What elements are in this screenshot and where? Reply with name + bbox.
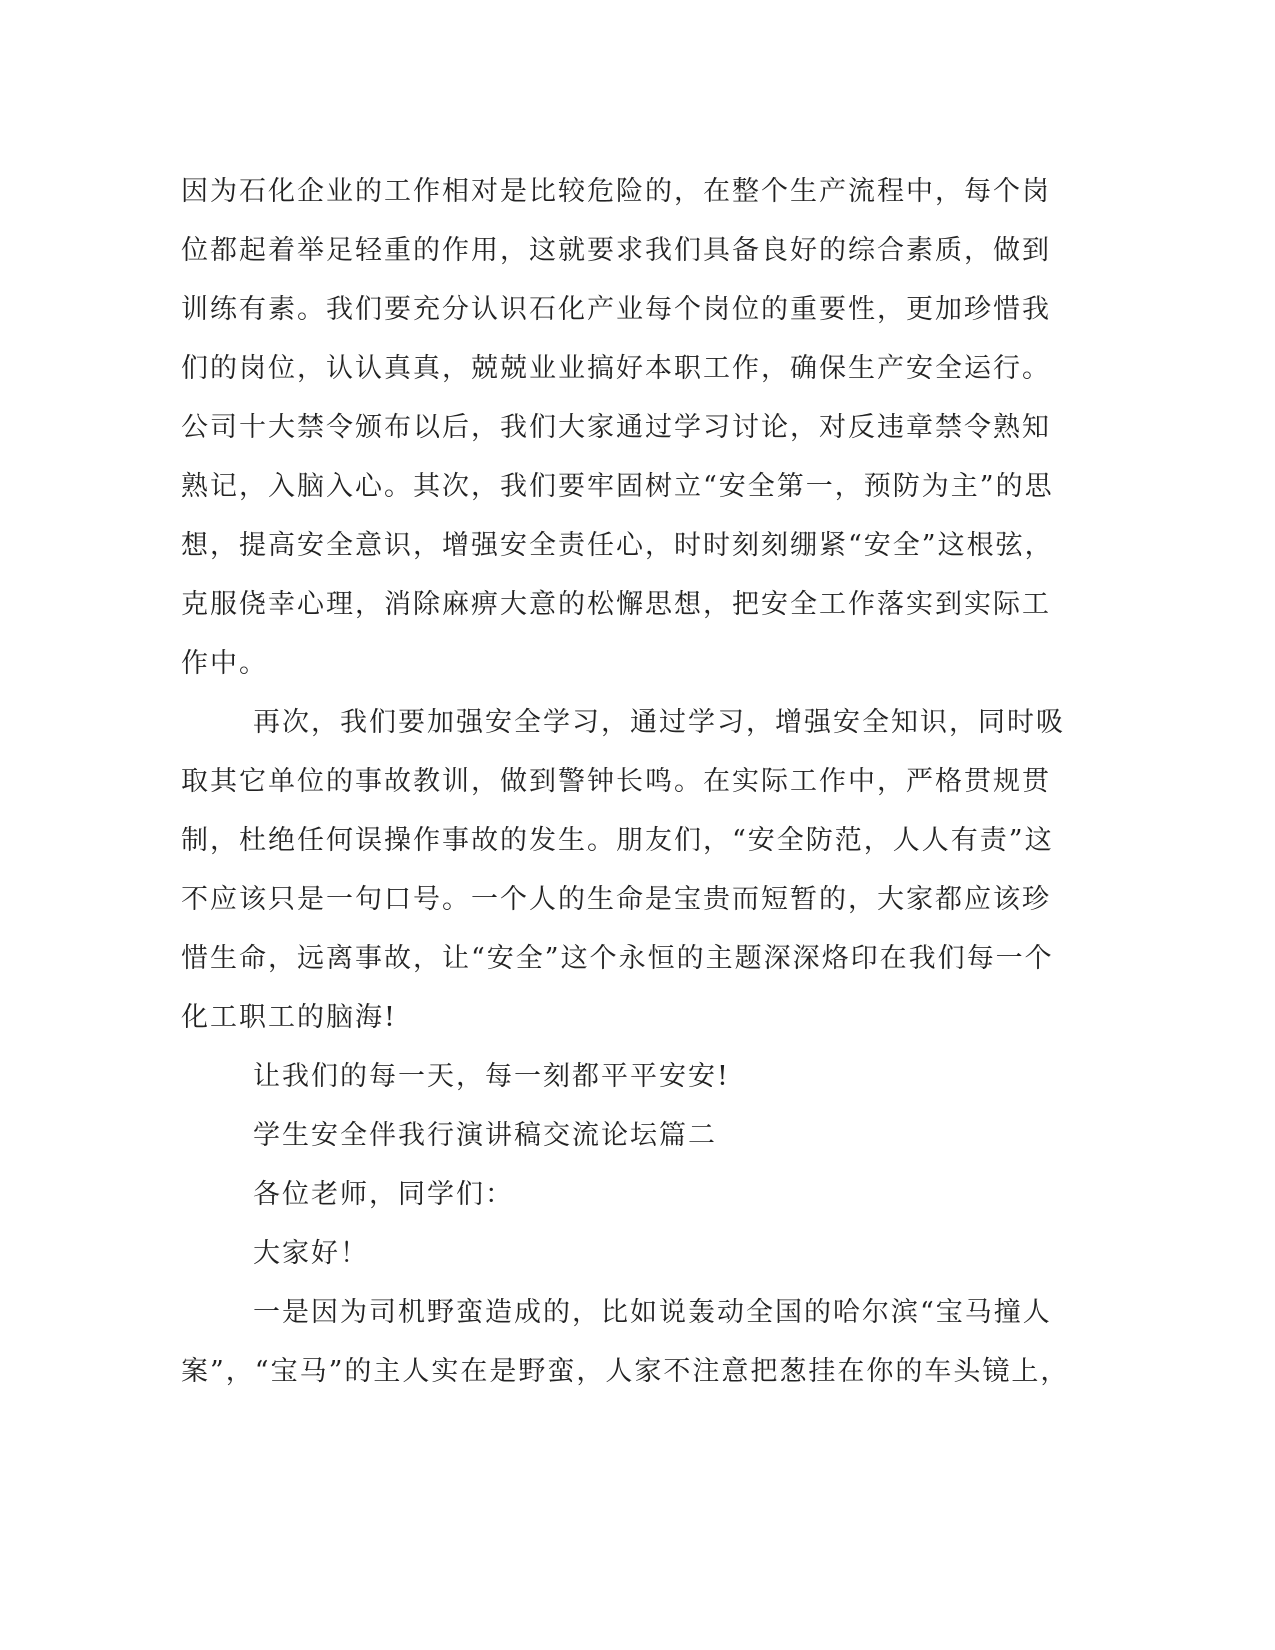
greeting-line: 大家好！ xyxy=(253,1238,369,1269)
salutation-line: 各位老师，同学们： xyxy=(253,1179,514,1210)
paragraph-start-line: 让我们的每一天，每一刻都平平安安! xyxy=(253,1061,730,1092)
paragraph-start-line: 一是因为司机野蛮造成的，比如说轰动全国的哈尔滨“宝马撞人 xyxy=(253,1297,1052,1328)
document-body xyxy=(181,162,1070,1401)
text-line: 想，提高安全意识，增强安全责任心，时时刻刻绷紧“安全”这根弦， xyxy=(181,530,1054,561)
text-line: 克服侥幸心理，消除麻痹大意的松懈思想，把安全工作落实到实际工 xyxy=(181,589,1051,620)
text-line: 训练有素。我们要充分认识石化产业每个岗位的重要性，更加珍惜我 xyxy=(181,294,1051,325)
paragraph-start-line: 再次，我们要加强安全学习，通过学习，增强安全知识，同时吸 xyxy=(253,707,1065,738)
text-line: 熟记，入脑入心。其次，我们要牢固树立“安全第一，预防为主”的思 xyxy=(181,471,1054,502)
text-line: 案”，“宝马”的主人实在是野蛮，人家不注意把葱挂在你的车头镜上， xyxy=(181,1356,1070,1387)
text-line: 取其它单位的事故教训，做到警钟长鸣。在实际工作中，严格贯规贯 xyxy=(181,766,1051,797)
text-line: 惜生命，远离事故，让“安全”这个永恒的主题深深烙印在我们每一个 xyxy=(181,943,1054,974)
text-line: 制，杜绝任何误操作事故的发生。朋友们，“安全防范，人人有责”这 xyxy=(181,825,1054,856)
section-heading: 学生安全伴我行演讲稿交流论坛篇二 xyxy=(253,1120,717,1151)
text-line: 位都起着举足轻重的作用，这就要求我们具备良好的综合素质，做到 xyxy=(181,235,1051,266)
text-line: 们的岗位，认认真真，兢兢业业搞好本职工作，确保生产安全运行。 xyxy=(181,353,1051,384)
text-line: 因为石化企业的工作相对是比较危险的，在整个生产流程中，每个岗 xyxy=(181,176,1051,207)
text-line: 化工职工的脑海! xyxy=(181,1002,397,1033)
text-line: 公司十大禁令颁布以后，我们大家通过学习讨论，对反违章禁令熟知 xyxy=(181,412,1051,443)
text-line: 作中。 xyxy=(181,648,268,679)
text-line: 不应该只是一句口号。一个人的生命是宝贵而短暂的，大家都应该珍 xyxy=(181,884,1051,915)
